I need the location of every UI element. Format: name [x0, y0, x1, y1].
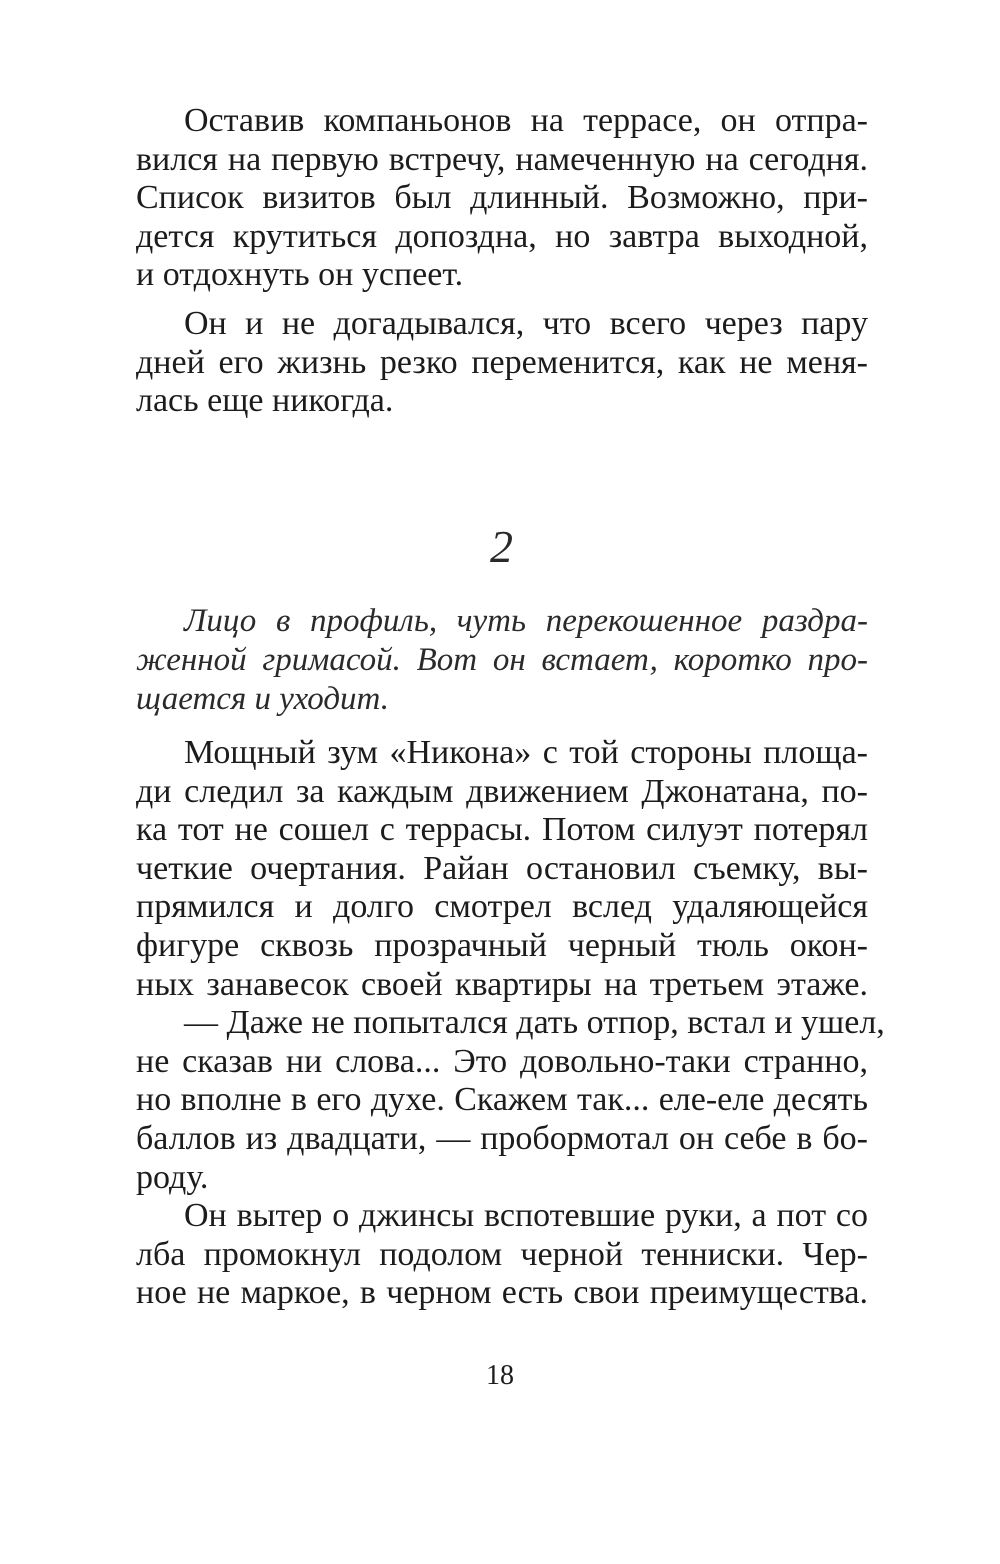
- opening-paragraph-1: [136, 102, 868, 295]
- text-line: четкие очертания. Райан остановил съемку, вы-: [136, 849, 868, 887]
- text-line: фигуре сквозь прозрачный черный тюль окон-: [136, 926, 868, 964]
- text-line: лба промокнул подолом черной тенниски. Чер-: [136, 1235, 868, 1273]
- main-paragraph-3: [136, 1197, 868, 1313]
- main-paragraph-1: [136, 734, 868, 1004]
- text-line: не сказав ни слова... Это довольно-таки странно,: [136, 1042, 868, 1080]
- opening-section: [136, 102, 868, 421]
- opening-paragraph-2: [136, 305, 868, 421]
- text-line: ди следил за каждым движением Джонатана, по-: [136, 772, 868, 810]
- text-line: дней его жизнь резко переменится, как не меня-: [136, 343, 868, 381]
- epigraph: [136, 602, 868, 719]
- text-line: но вполне в его духе. Скажем так... еле-еле десять: [136, 1081, 868, 1119]
- text-line: лась еще никогда.: [136, 382, 394, 420]
- text-line: роду.: [136, 1158, 209, 1196]
- text-line: вился на первую встречу, намеченную на сегодня.: [136, 140, 868, 178]
- text-line: прямился и долго смотрел вслед удаляющейся: [136, 888, 868, 926]
- epigraph-line: Лицо в профиль, чуть перекошенное раздра-: [184, 603, 868, 639]
- text-line: дется крутиться допоздна, но завтра выходной,: [136, 217, 868, 255]
- text-line: и отдохнуть он успеет.: [136, 256, 464, 294]
- text-line: — Даже не попытался дать отпор, встал и ушел,: [184, 1004, 885, 1042]
- book-page: [136, 102, 885, 1312]
- page-number: 18: [486, 1360, 514, 1391]
- text-line: ное не маркое, в черном есть свои преимущества.: [136, 1274, 868, 1312]
- text-line: Мощный зум «Никона» с той стороны площа-: [184, 734, 868, 771]
- text-line: Оставив компаньонов на террасе, он отпра-: [184, 102, 868, 139]
- text-line: ка тот не сошел с террасы. Потом силуэт потерял: [136, 811, 868, 849]
- text-line: Он и не догадывался, что всего через пару: [184, 304, 868, 342]
- epigraph-line: щается и уходит.: [136, 681, 390, 717]
- text-line: Он вытер о джинсы вспотевшие руки, а пот со: [184, 1197, 868, 1235]
- main-section: [136, 734, 885, 1313]
- main-paragraph-2: [136, 1004, 885, 1197]
- text-line: ных занавесок своей квартиры на третьем этаже.: [136, 965, 868, 1003]
- text-line: баллов из двадцати, — пробормотал он себе в бо-: [136, 1119, 868, 1157]
- text-line: Список визитов был длинный. Возможно, при-: [136, 179, 868, 217]
- chapter-number: 2: [490, 521, 514, 572]
- epigraph-line: женной гримасой. Вот он встает, коротко про-: [136, 642, 868, 678]
